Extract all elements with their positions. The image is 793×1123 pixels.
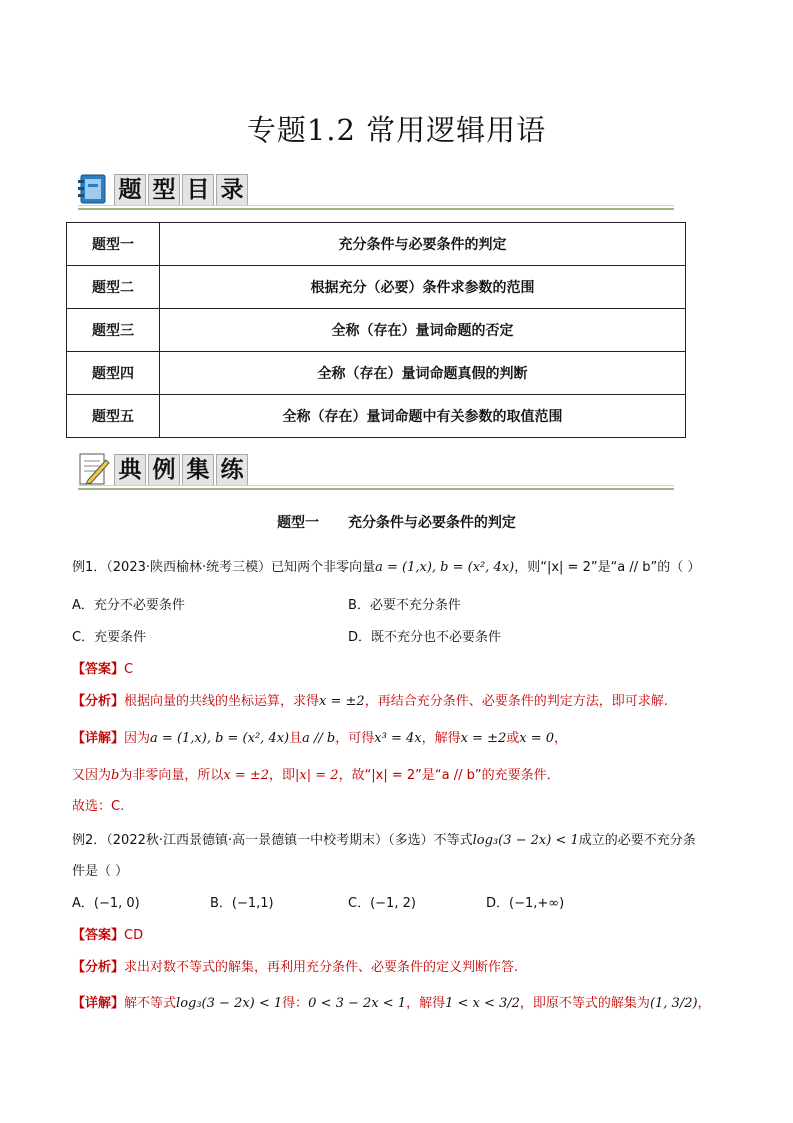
banner-char: 题	[114, 174, 146, 206]
option-c: C．(−1, 2)	[348, 896, 416, 911]
toc-type: 题型三	[67, 309, 160, 352]
option-d: D．既不充分也不必要条件	[348, 630, 502, 645]
toc-desc: 充分条件与必要条件的判定	[160, 223, 686, 266]
toc-type: 题型五	[67, 395, 160, 438]
option-b: B．必要不充分条件	[348, 598, 461, 613]
table-row	[67, 352, 686, 395]
example-2-stem: 例2．（2022秋·江西景德镇·高一景德镇一中校考期末）（多选）不等式log₃(3 − 2x) < 1成立的必要不充分条	[72, 833, 696, 848]
toc-type: 题型四	[67, 352, 160, 395]
pencil-paper-icon	[78, 452, 110, 486]
table-row	[67, 309, 686, 352]
banner-label	[114, 454, 250, 486]
section-heading: 题型一 充分条件与必要条件的判定	[277, 515, 516, 531]
example-1-answer: 【答案】C	[72, 662, 134, 677]
option-d: D．(−1,+∞)	[486, 896, 565, 911]
notebook-icon	[78, 172, 110, 206]
banner-char: 集	[182, 454, 214, 486]
toc-desc: 全称（存在）量词命题真假的判断	[160, 352, 686, 395]
toc-desc: 全称（存在）量词命题的否定	[160, 309, 686, 352]
example-1-detail: 【详解】因为a = (1,x), b = (x², 4x)且a // b，可得x³ = 4x，解得x = ±2或x = 0，	[72, 731, 568, 746]
banner-char: 型	[148, 174, 180, 206]
table-row	[67, 266, 686, 309]
banner-char: 目	[182, 174, 214, 206]
example-2-detail: 【详解】解不等式log₃(3 − 2x) < 1得：0 < 3 − 2x < 1，解得1 < x < 3/2，即原不等式的解集为(1, 3/2)，	[72, 996, 711, 1011]
option-c: C．充要条件	[72, 630, 147, 645]
banner-char: 录	[216, 174, 248, 206]
example-2-stem-cont: 件是（ ）	[72, 864, 129, 879]
example-1-analysis: 【分析】根据向量的共线的坐标运算，求得x = ±2，再结合充分条件、必要条件的判定方法，即可求解.	[72, 694, 668, 709]
option-a: A．(−1, 0)	[72, 896, 140, 911]
section-banner-examples	[78, 452, 674, 492]
banner-label	[114, 174, 250, 206]
toc-table	[66, 222, 686, 438]
example-1-stem: 例1．（2023·陕西榆林·统考三模）已知两个非零向量a = (1,x), b = (x², 4x)，则“|x| = 2”是“a // b”的（ ）	[72, 560, 701, 575]
banner-char: 典	[114, 454, 146, 486]
page-title: 专题1.2 常用逻辑用语	[246, 113, 547, 147]
example-2-analysis: 【分析】求出对数不等式的解集，再利用充分条件、必要条件的定义判断作答.	[72, 960, 519, 975]
option-a: A．充分不必要条件	[72, 598, 185, 613]
example-2-answer: 【答案】CD	[72, 928, 144, 943]
toc-type: 题型二	[67, 266, 160, 309]
toc-desc: 全称（存在）量词命题中有关参数的取值范围	[160, 395, 686, 438]
banner-char: 例	[148, 454, 180, 486]
section-banner-toc	[78, 172, 674, 212]
toc-type: 题型一	[67, 223, 160, 266]
toc-desc: 根据充分（必要）条件求参数的范围	[160, 266, 686, 309]
example-1-choose: 故选：C.	[72, 799, 125, 814]
example-1-detail-cont: 又因为b为非零向量，所以x = ±2，即|x| = 2，故“|x| = 2”是“a // b”的充要条件．	[72, 768, 560, 783]
option-b: B．(−1,1)	[210, 896, 274, 911]
table-row	[67, 395, 686, 438]
table-row	[67, 223, 686, 266]
banner-char: 练	[216, 454, 248, 486]
